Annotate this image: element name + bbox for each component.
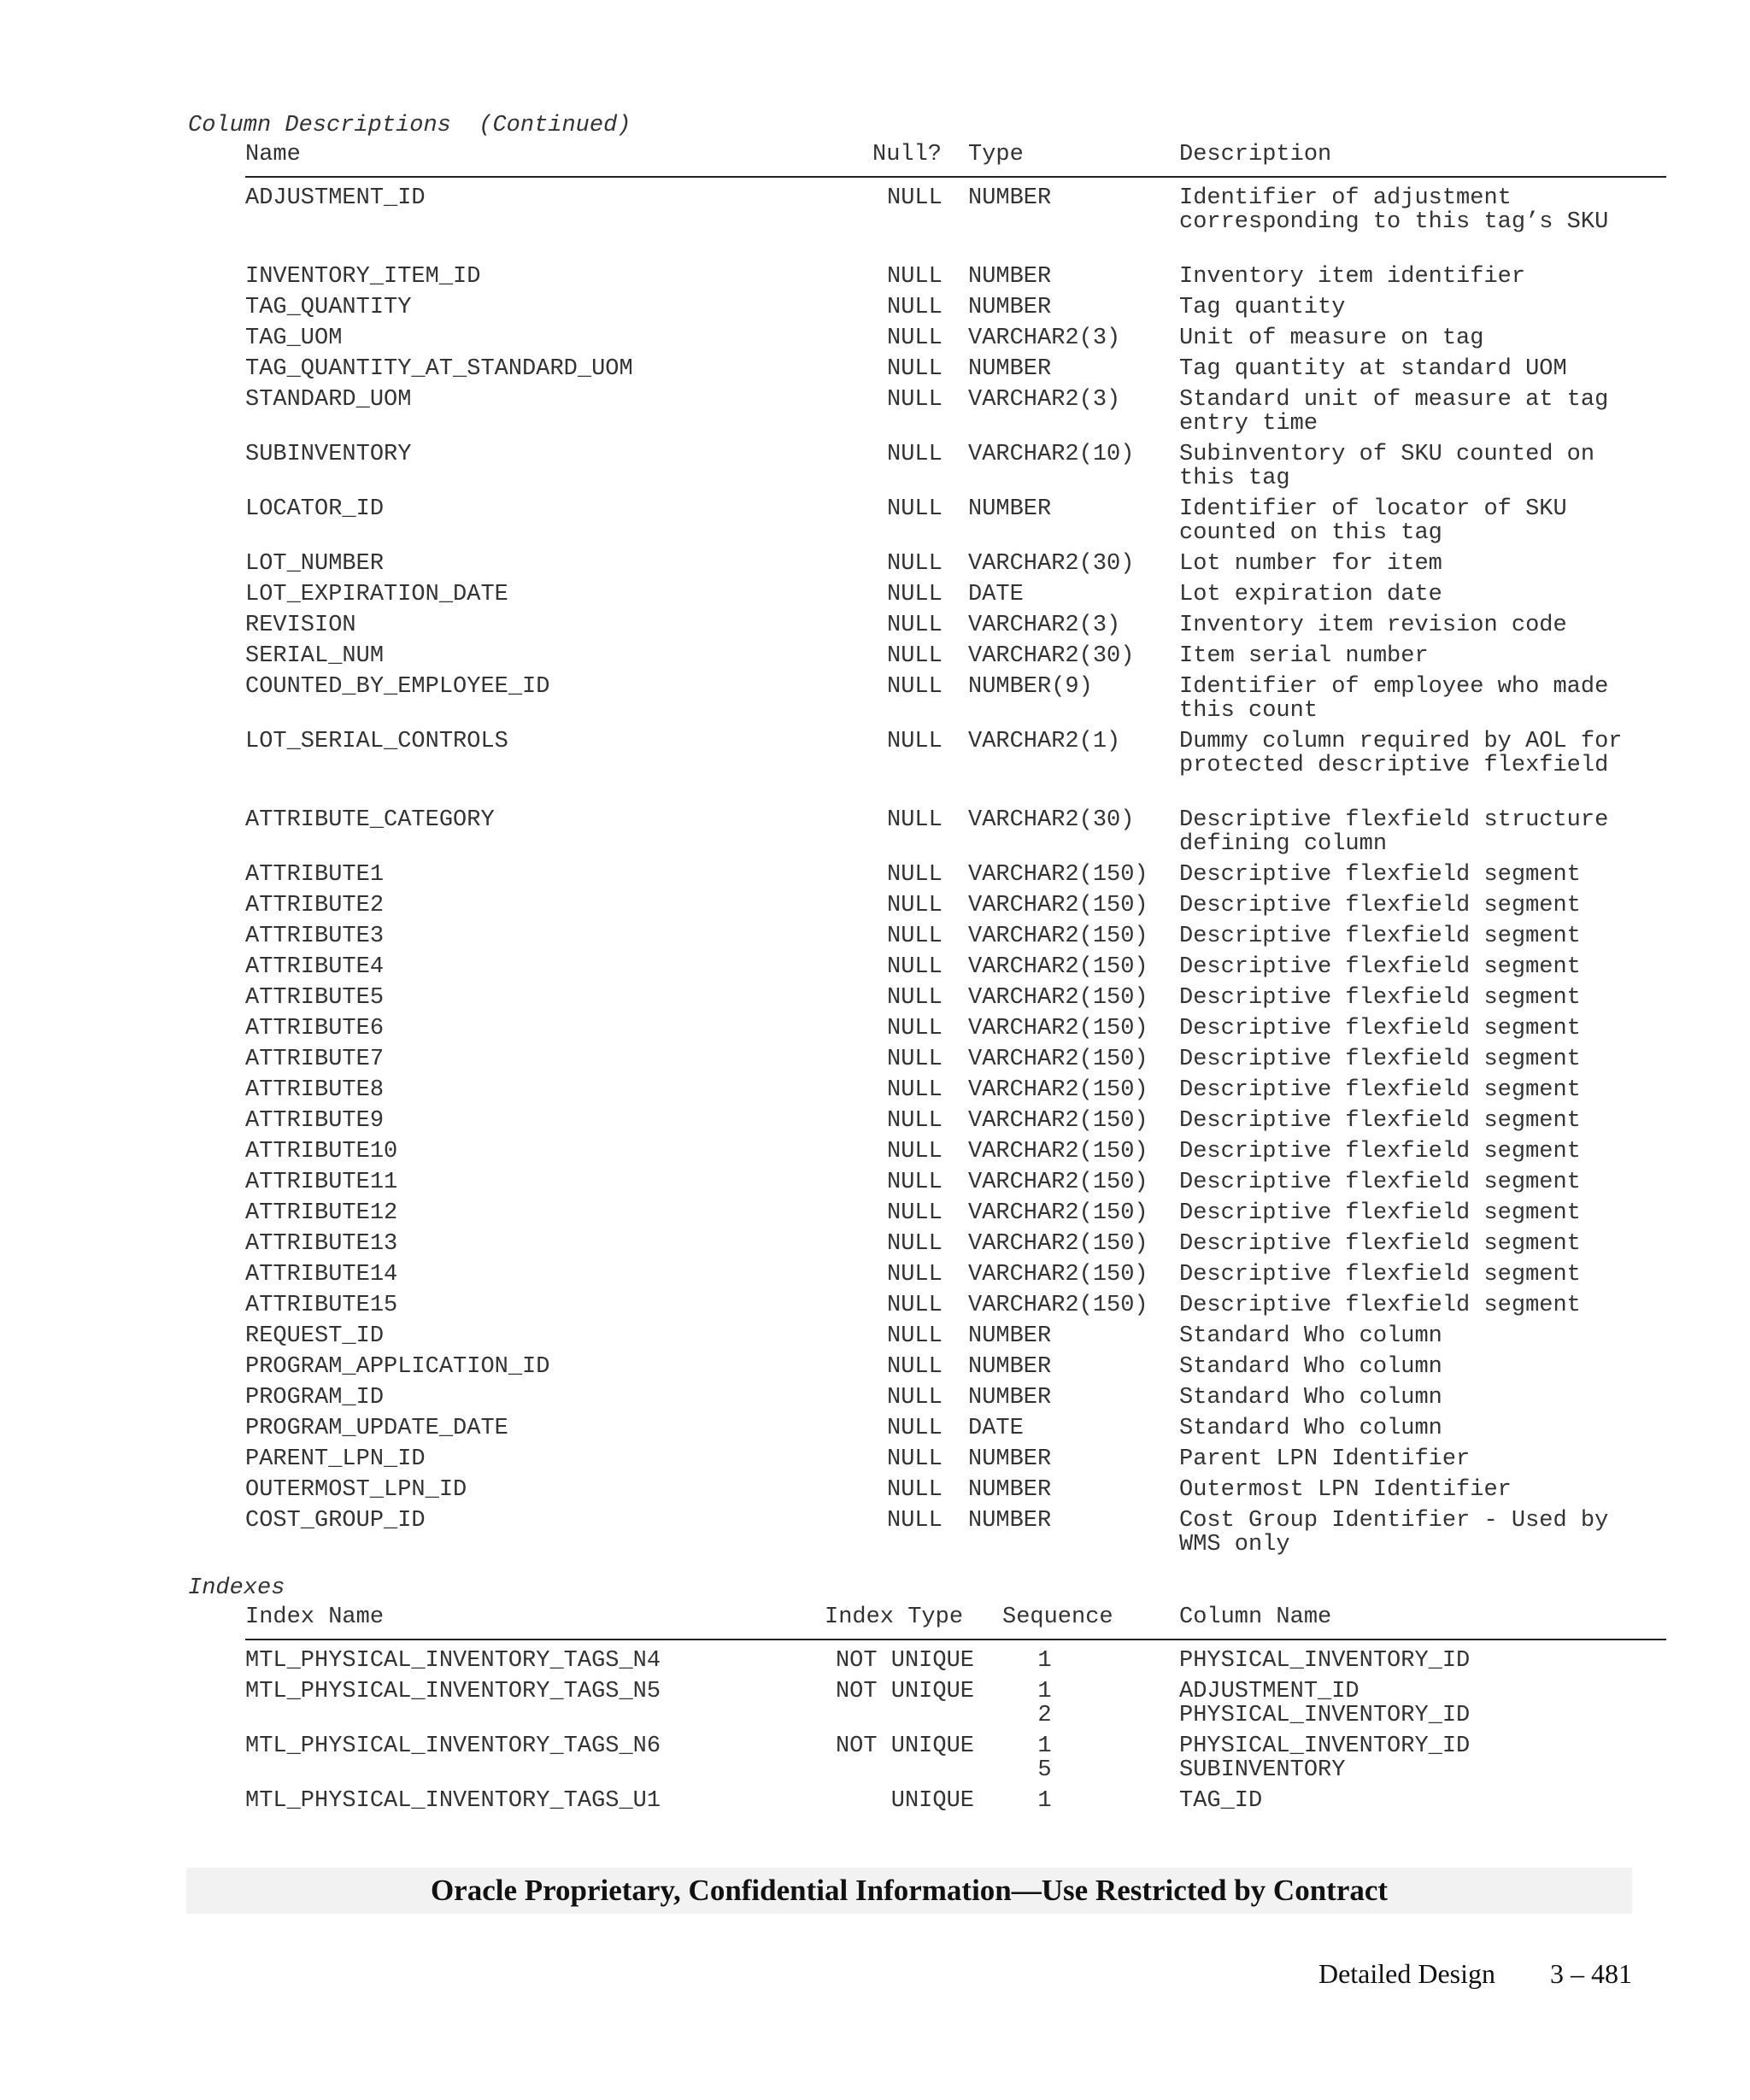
column-null: NULL [887,862,943,888]
index-sequence: 1 [1037,1679,1052,1704]
column-name: ATTRIBUTE15 [245,1293,398,1318]
column-description: Descriptive flexfield segment [1179,924,1581,949]
column-name: ATTRIBUTE6 [245,1016,385,1041]
column-type: NUMBER [968,185,1052,211]
page-footer [1282,1958,1632,1992]
column-name: ATTRIBUTE14 [245,1262,398,1288]
column-description: Descriptive flexfield segment [1179,1077,1581,1103]
column-description: Identifier of locator of SKU counted on this tag [1179,496,1567,546]
column-name: ATTRIBUTE7 [245,1047,385,1072]
column-null: NULL [887,1508,943,1534]
column-description: Lot expiration date [1179,582,1442,607]
column-name: ATTRIBUTE12 [245,1200,398,1226]
column-type: VARCHAR2(150) [968,1108,1148,1134]
column-description: Standard Who column [1179,1354,1442,1380]
column-name: ATTRIBUTE10 [245,1139,398,1164]
column-type: VARCHAR2(10) [968,442,1135,467]
column-null: NULL [887,729,943,754]
column-type: VARCHAR2(150) [968,1231,1148,1257]
header-type: Type [968,142,1024,167]
column-null: NULL [887,1385,943,1411]
column-description: Standard Who column [1179,1323,1442,1349]
column-null: NULL [887,985,943,1011]
index-sequence: 1 [1037,1648,1052,1674]
column-description: Cost Group Identifier - Used by WMS only [1179,1508,1609,1557]
column-type: VARCHAR2(3) [968,387,1121,413]
column-type: DATE [968,582,1024,607]
column-name: ATTRIBUTE_CATEGORY [245,807,495,833]
column-name: ADJUSTMENT_ID [245,185,426,211]
column-null: NULL [887,295,943,320]
column-null: NULL [887,613,943,638]
column-null: NULL [887,442,943,467]
column-name: PARENT_LPN_ID [245,1446,426,1472]
column-type: NUMBER [968,1354,1052,1380]
index-type: NOT UNIQUE [835,1679,974,1704]
index-sequence: 1 [1037,1788,1052,1814]
column-name: COUNTED_BY_EMPLOYEE_ID [245,674,550,700]
column-description: Descriptive flexfield segment [1179,1231,1581,1257]
column-name: ATTRIBUTE5 [245,985,385,1011]
column-type: VARCHAR2(30) [968,643,1135,669]
index-name: MTL_PHYSICAL_INVENTORY_TAGS_N6 [245,1733,661,1759]
column-null: NULL [887,1200,943,1226]
column-null: NULL [887,1108,943,1134]
column-name: OUTERMOST_LPN_ID [245,1477,467,1503]
column-description: Subinventory of SKU counted on this tag [1179,442,1595,491]
column-type: NUMBER [968,1323,1052,1349]
column-description: Descriptive flexfield segment [1179,985,1581,1011]
index-name: MTL_PHYSICAL_INVENTORY_TAGS_N5 [245,1679,661,1704]
column-description: Tag quantity [1179,295,1346,320]
index-table-header [245,1604,1666,1640]
index-sequence: 1 [1037,1733,1052,1759]
column-null: NULL [887,1016,943,1041]
column-null: NULL [887,893,943,918]
column-null: NULL [887,643,943,669]
column-description: Descriptive flexfield segment [1179,1047,1581,1072]
column-type: VARCHAR2(30) [968,807,1135,833]
header-null: Null? [872,142,943,167]
column-description: Parent LPN Identifier [1179,1446,1471,1472]
column-name: INVENTORY_ITEM_ID [245,264,481,290]
column-type: VARCHAR2(1) [968,729,1121,754]
column-description: Tag quantity at standard UOM [1179,356,1567,382]
header-column-name: Column Name [1179,1604,1332,1630]
column-null: NULL [887,387,943,413]
column-type: VARCHAR2(150) [968,1293,1148,1318]
column-null: NULL [887,954,943,980]
column-type: NUMBER [968,356,1052,382]
column-description: Descriptive flexfield segment [1179,893,1581,918]
column-name: ATTRIBUTE3 [245,924,385,949]
column-type: VARCHAR2(3) [968,326,1121,351]
column-type: VARCHAR2(150) [968,954,1148,980]
column-description: Descriptive flexfield segment [1179,862,1581,888]
column-type: NUMBER [968,264,1052,290]
column-name: ATTRIBUTE13 [245,1231,398,1257]
column-type: VARCHAR2(30) [968,551,1135,577]
column-type: DATE [968,1416,1024,1441]
column-type: VARCHAR2(150) [968,1170,1148,1195]
column-null: NULL [887,924,943,949]
column-name: COST_GROUP_ID [245,1508,426,1534]
column-type: VARCHAR2(150) [968,1047,1148,1072]
footer-section-name: Detailed Design [1318,1958,1495,1989]
column-null: NULL [887,1047,943,1072]
column-description: Inventory item identifier [1179,264,1526,290]
column-null: NULL [887,1077,943,1103]
header-index-type: Index Type [825,1604,964,1630]
footer-page-number: 3 – 481 [1550,1958,1632,1989]
column-type: VARCHAR2(150) [968,862,1148,888]
column-null: NULL [887,496,943,522]
column-description: Descriptive flexfield segment [1179,1262,1581,1288]
column-description: Outermost LPN Identifier [1179,1477,1512,1503]
index-sequence: 2 [1037,1703,1052,1728]
column-name: TAG_QUANTITY_AT_STANDARD_UOM [245,356,633,382]
column-description: Identifier of employee who made this count [1179,674,1609,724]
column-description: Standard Who column [1179,1416,1442,1441]
column-type: VARCHAR2(150) [968,1139,1148,1164]
index-name: MTL_PHYSICAL_INVENTORY_TAGS_U1 [245,1788,661,1814]
column-null: NULL [887,1446,943,1472]
column-description: Standard Who column [1179,1385,1442,1411]
column-name: ATTRIBUTE8 [245,1077,385,1103]
column-type: NUMBER [968,496,1052,522]
column-type: VARCHAR2(150) [968,985,1148,1011]
confidential-notice: Oracle Proprietary, Confidential Information––Use Restricted by Contract [430,1874,1389,1907]
column-type: NUMBER(9) [968,674,1093,700]
column-description: Descriptive flexfield segment [1179,1139,1581,1164]
column-null: NULL [887,1231,943,1257]
index-type: NOT UNIQUE [835,1733,974,1759]
column-description: Unit of measure on tag [1179,326,1484,351]
index-sequence: 5 [1037,1757,1052,1783]
column-name: ATTRIBUTE9 [245,1108,385,1134]
header-sequence: Sequence [1002,1604,1113,1630]
column-null: NULL [887,356,943,382]
column-name: SERIAL_NUM [245,643,385,669]
column-name: ATTRIBUTE2 [245,893,385,918]
column-type: VARCHAR2(150) [968,1262,1148,1288]
column-type: VARCHAR2(150) [968,924,1148,949]
column-null: NULL [887,807,943,833]
column-type: NUMBER [968,1385,1052,1411]
column-null: NULL [887,185,943,211]
column-name: ATTRIBUTE1 [245,862,385,888]
header-description: Description [1179,142,1332,167]
column-null: NULL [887,582,943,607]
column-name: LOCATOR_ID [245,496,385,522]
column-name: TAG_UOM [245,326,343,351]
index-type: NOT UNIQUE [835,1648,974,1674]
column-description: Descriptive flexfield segment [1179,1016,1581,1041]
column-name: REVISION [245,613,356,638]
column-name: LOT_NUMBER [245,551,385,577]
column-type: NUMBER [968,1508,1052,1534]
column-description: Dummy column required by AOL for protected descriptive flexfield [1179,729,1623,778]
column-type: NUMBER [968,295,1052,320]
column-null: NULL [887,1477,943,1503]
header-index-name: Index Name [245,1604,385,1630]
index-column-name: PHYSICAL_INVENTORY_ID [1179,1703,1471,1728]
column-null: NULL [887,1139,943,1164]
column-name: ATTRIBUTE11 [245,1170,398,1195]
column-name: PROGRAM_ID [245,1385,385,1411]
index-column-name: SUBINVENTORY [1179,1757,1346,1783]
confidential-banner [186,1868,1632,1914]
column-null: NULL [887,1293,943,1318]
column-description: Inventory item revision code [1179,613,1567,638]
column-name: ATTRIBUTE4 [245,954,385,980]
column-name: PROGRAM_UPDATE_DATE [245,1416,508,1441]
column-description: Identifier of adjustment corresponding to this tag’s SKU [1179,185,1609,235]
column-description: Descriptive flexfield segment [1179,954,1581,980]
column-type: NUMBER [968,1446,1052,1472]
column-null: NULL [887,674,943,700]
column-description: Item serial number [1179,643,1429,669]
column-name: LOT_SERIAL_CONTROLS [245,729,508,754]
column-null: NULL [887,1262,943,1288]
index-column-name: PHYSICAL_INVENTORY_ID [1179,1648,1471,1674]
column-name: TAG_QUANTITY [245,295,412,320]
column-null: NULL [887,551,943,577]
column-type: VARCHAR2(150) [968,1077,1148,1103]
column-name: SUBINVENTORY [245,442,412,467]
column-null: NULL [887,264,943,290]
indexes-title: Indexes [188,1575,285,1601]
column-null: NULL [887,1170,943,1195]
index-column-name: TAG_ID [1179,1788,1263,1814]
index-column-name: ADJUSTMENT_ID [1179,1679,1359,1704]
column-type: VARCHAR2(150) [968,1200,1148,1226]
column-type: NUMBER [968,1477,1052,1503]
column-type: VARCHAR2(150) [968,893,1148,918]
column-null: NULL [887,1323,943,1349]
column-description: Descriptive flexfield segment [1179,1200,1581,1226]
index-column-name: PHYSICAL_INVENTORY_ID [1179,1733,1471,1759]
header-name: Name [245,142,301,167]
column-description: Descriptive flexfield segment [1179,1170,1581,1195]
column-null: NULL [887,1354,943,1380]
column-type: VARCHAR2(3) [968,613,1121,638]
column-description: Standard unit of measure at tag entry time [1179,387,1609,437]
column-description: Descriptive flexfield structure defining column [1179,807,1609,857]
column-name: REQUEST_ID [245,1323,385,1349]
index-type: UNIQUE [890,1788,974,1814]
column-name: PROGRAM_APPLICATION_ID [245,1354,550,1380]
column-description: Lot number for item [1179,551,1442,577]
column-description: Descriptive flexfield segment [1179,1293,1581,1318]
index-name: MTL_PHYSICAL_INVENTORY_TAGS_N4 [245,1648,661,1674]
column-table-header [245,142,1666,178]
column-null: NULL [887,1416,943,1441]
column-description: Descriptive flexfield segment [1179,1108,1581,1134]
column-name: LOT_EXPIRATION_DATE [245,582,508,607]
column-descriptions-title: Column Descriptions (Continued) [188,113,631,138]
column-null: NULL [887,326,943,351]
column-name: STANDARD_UOM [245,387,412,413]
column-type: VARCHAR2(150) [968,1016,1148,1041]
